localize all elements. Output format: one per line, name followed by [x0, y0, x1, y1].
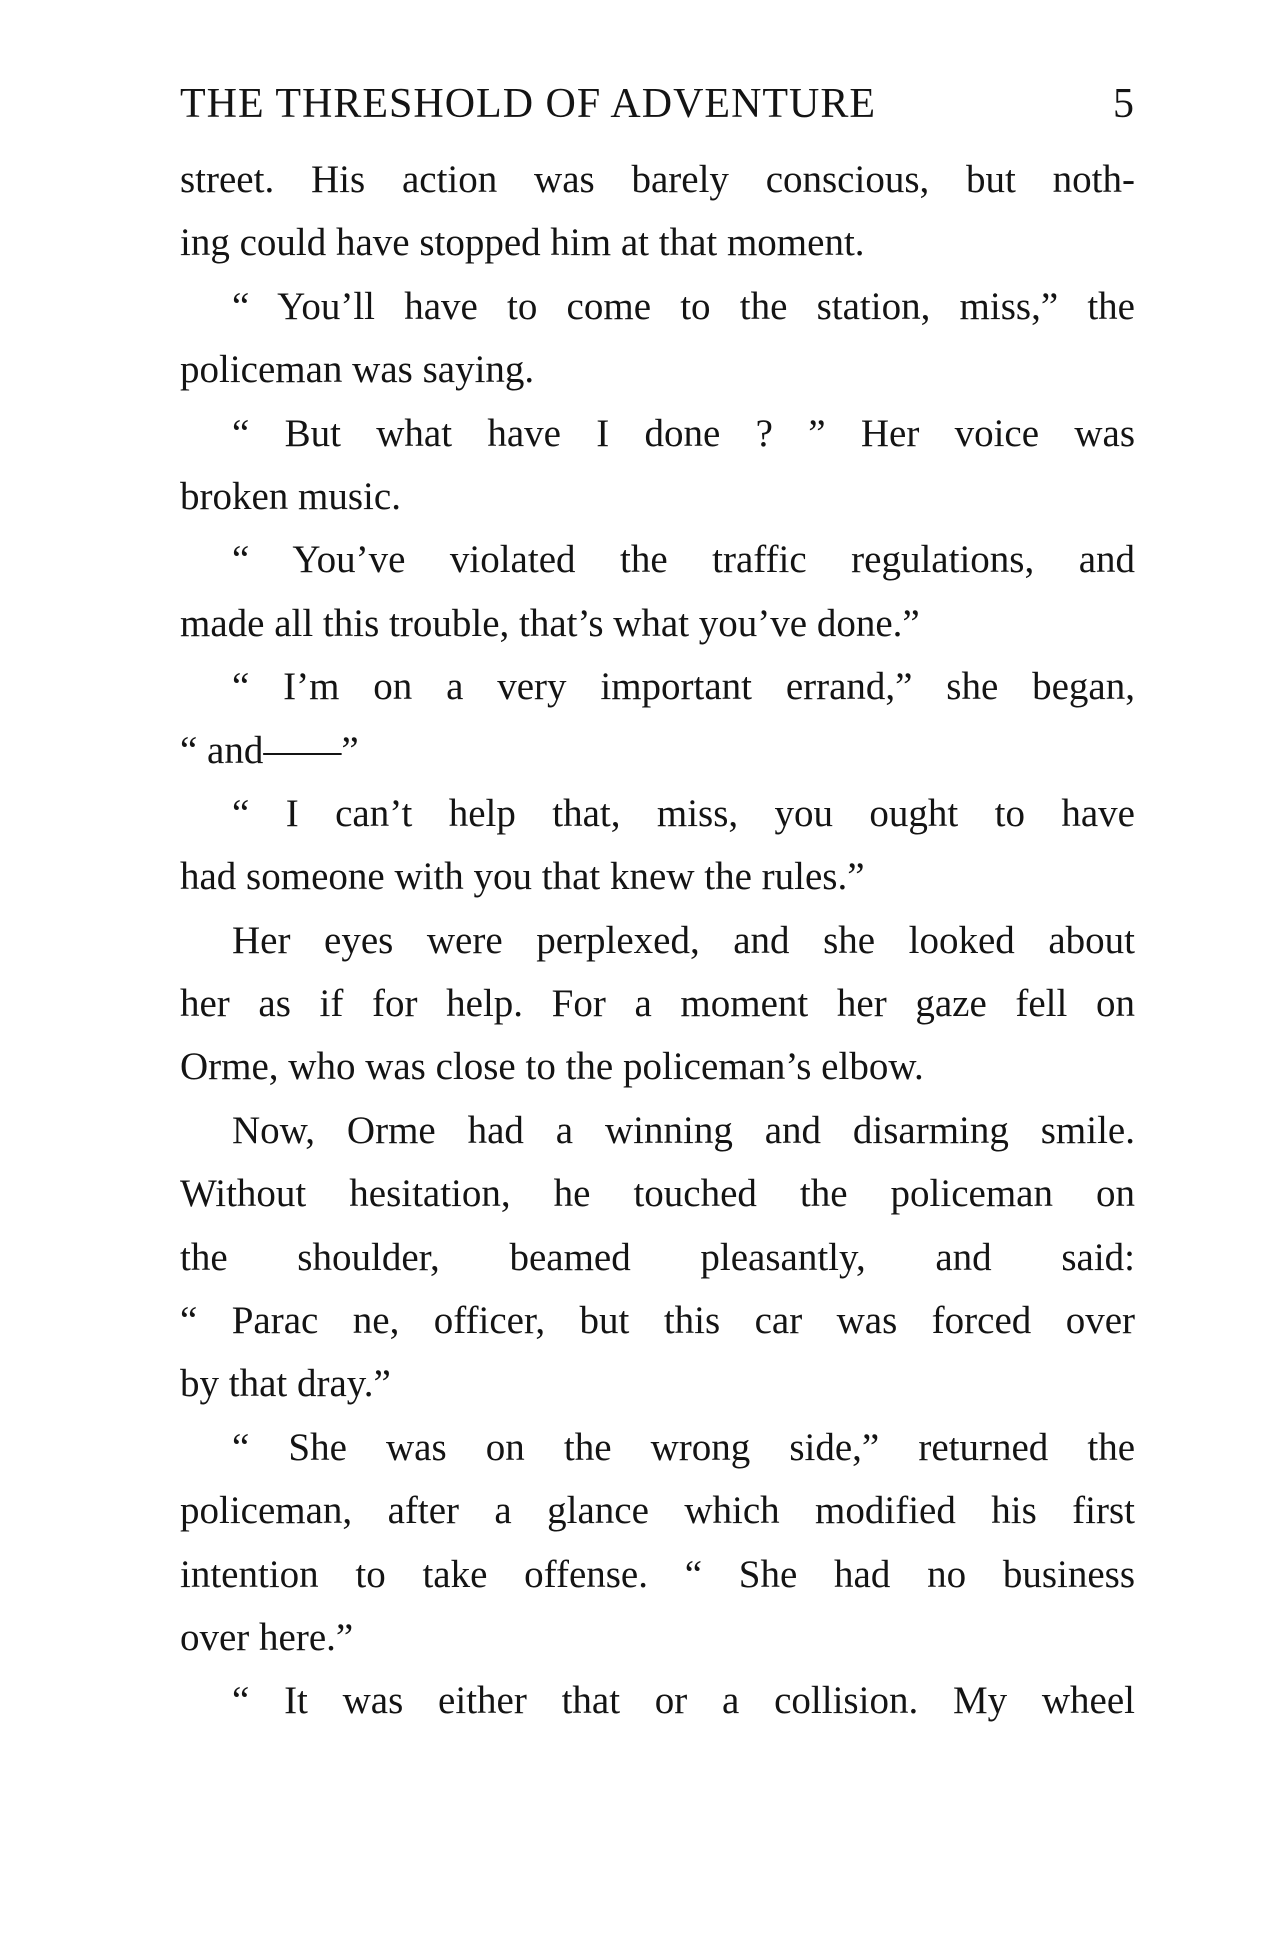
text-line: over here.”	[180, 1615, 354, 1659]
text-line: by that dray.”	[180, 1362, 391, 1406]
text-line: “ You’ve violated the traffic regulations, and	[232, 538, 1135, 582]
text-line: “ I can’t help that, miss, you ought to have	[232, 791, 1135, 835]
text-line: Now, Orme had a winning and disarming smile.	[232, 1108, 1135, 1152]
text-line: “ You’ll have to come to the station, miss,” the	[232, 284, 1135, 328]
text-line: policeman, after a glance which modified his first	[180, 1489, 1135, 1533]
text-line: Without hesitation, he touched the policeman on	[180, 1172, 1135, 1216]
text-line: made all this trouble, that’s what you’ve done.”	[180, 601, 920, 645]
text-line: ing could have stopped him at that moment.	[180, 221, 865, 265]
text-line: had someone with you that knew the rules.”	[180, 855, 865, 899]
text-line: her as if for help. For a moment her gaze fell on	[180, 982, 1135, 1026]
text-line: street. His action was barely conscious, but noth-	[180, 158, 1135, 201]
running-title: THE THRESHOLD OF ADVENTURE	[180, 81, 877, 127]
text-line: “ Parac ne, officer, but this car was forced over	[180, 1299, 1135, 1343]
text-line: “ I’m on a very important errand,” she began,	[232, 665, 1135, 709]
text-line: “ and——”	[180, 728, 359, 772]
text-line: policeman was saying.	[180, 348, 535, 392]
running-head	[180, 80, 1135, 136]
page-number: 5	[1113, 81, 1135, 127]
text-line: “ But what have I done ? ” Her voice was	[232, 411, 1135, 455]
text-line: “ She was on the wrong side,” returned the	[232, 1425, 1135, 1469]
text-line: Her eyes were perplexed, and she looked about	[232, 918, 1135, 962]
text-line: “ It was either that or a collision. My wheel	[232, 1679, 1135, 1723]
text-line: intention to take offense. “ She had no business	[180, 1552, 1135, 1596]
text-line: Orme, who was close to the policeman’s elbow.	[180, 1045, 924, 1089]
text-line: broken music.	[180, 474, 401, 518]
body-text	[180, 148, 1135, 1733]
text-line: the shoulder, beamed pleasantly, and said:	[180, 1235, 1135, 1279]
